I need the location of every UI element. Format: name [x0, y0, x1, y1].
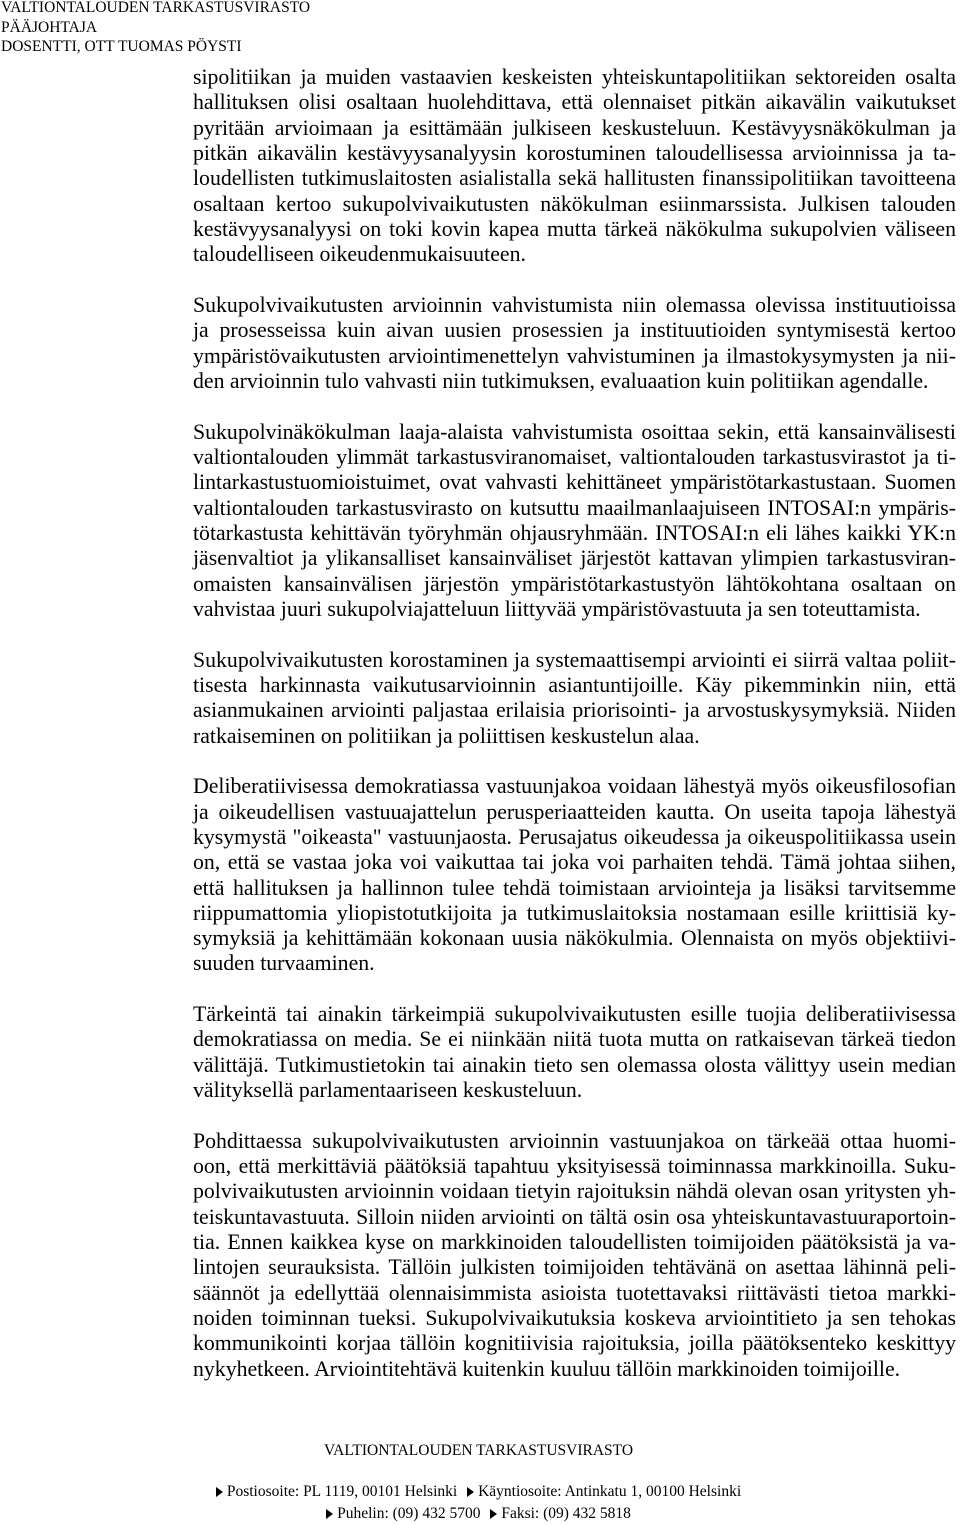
contact-item-text: Postiosoite: PL 1119, 00101 Helsinki: [226, 1483, 458, 1500]
text-line: [193, 192, 956, 217]
text-line: [193, 318, 956, 343]
arrow-right-icon: [326, 1509, 333, 1519]
text-line: [193, 1027, 956, 1052]
text-line-content: osaltaan kertoo sukupolvivaikutusten näkökulman esiinmarssista. Julkisen talouden: [193, 191, 956, 216]
text-line: [193, 951, 956, 976]
text-line: [193, 217, 956, 242]
text-line-content: välityksellä parlamentaariseen keskusteluun.: [193, 1078, 583, 1103]
text-line-content: valtiontalouden tarkastusvirasto on kutsuttu maailmanlaajuiseen INTOSAI:n ympäris-: [193, 495, 956, 520]
text-line-content: ja prosesseissa kuin aivan uusien prosessien ja instituutioiden syntymisestä kertoo: [193, 318, 956, 343]
text-line: [193, 876, 956, 901]
body-paragraph: [193, 1002, 956, 1103]
text-line: [193, 1053, 956, 1078]
text-line: [193, 724, 956, 749]
arrow-right-icon: [490, 1509, 497, 1519]
text-line: [193, 90, 956, 115]
text-line-content: kysymystä "oikeasta" vastuunjaosta. Perusajatus oikeudessa ja oikeuspolitiikassa usein: [193, 824, 956, 849]
text-line-content: polvivaikutusten arvioinnin voidaan tietyin rajoituksin nähdä olevan osan yritysten yh-: [193, 1179, 956, 1204]
body-paragraph: [193, 1129, 956, 1382]
text-line-content: asianmukainen arviointi paljastaa erilaisia priorisointi- ja arvostuskysymyksiä. Niiden: [193, 698, 956, 723]
text-line-content: Sukupolvivaikutusten korostaminen ja systemaattisempi arviointi ei siirrä valtaa poliit-: [193, 647, 956, 672]
text-line: [193, 774, 956, 799]
body-paragraph: [193, 420, 956, 623]
text-line: [193, 901, 956, 926]
text-line-content: tisesta harkinnasta vaikutusarvioinnin asiantuntijoille. Käy pikemminkin niin, että: [193, 672, 956, 697]
text-line: [193, 420, 956, 445]
text-line: [193, 850, 956, 875]
text-line-content: tötarkastusta kehittävän työryhmän ohjausryhmään. INTOSAI:n eli lähes kaikki YK:n: [193, 520, 956, 545]
text-line: [193, 1179, 956, 1204]
text-line: [193, 1281, 956, 1306]
arrow-right-icon: [216, 1487, 223, 1497]
text-line: [193, 1230, 956, 1255]
text-line-content: omaisten kansainvälisen järjestön ympäristötarkastustyön lähtökohtana osaltaan on: [193, 571, 956, 596]
body-paragraph: [193, 774, 956, 977]
text-line: [193, 572, 956, 597]
text-line-content: lintojen seurauksista. Tällöin julkisten toimijoiden tehtävänä on asettaa lähinnä peli-: [193, 1255, 956, 1280]
body-paragraph: [193, 293, 956, 394]
arrow-right-icon: [467, 1487, 474, 1497]
text-line-content: oon, että merkittäviä päätöksiä tapahtuu yksityisessä toiminnassa markkinoilla. Suku-: [193, 1154, 956, 1179]
text-line: [193, 445, 956, 470]
text-line-content: lintarkastustuomioistuimet, ovat vahvasti kehittäneet ympäristötarkastustaan. Suomen: [193, 470, 956, 495]
text-line: [193, 673, 956, 698]
text-line-content: ja oikeudellisen vastuuajattelun perusperiaatteiden kautta. On useita tapoja lähestyä: [193, 799, 956, 824]
text-line-content: taloudelliseen oikeudenmukaisuuteen.: [193, 242, 526, 267]
text-line: [193, 1306, 956, 1331]
text-line: [193, 1129, 956, 1154]
text-line-content: sipolitiikan ja muiden vastaavien keskeisten yhteiskuntapolitiikan sektoreiden osalta: [193, 65, 956, 89]
letterhead: [1, 0, 310, 57]
text-line: [193, 800, 956, 825]
text-line: [193, 293, 956, 318]
text-line: [193, 1331, 956, 1356]
text-line-content: ympäristövaikutusten arviointimenettelyn vahvistuminen ja ilmastokysymysten ja nii-: [193, 343, 956, 368]
text-line-content: ratkaiseminen on politiikan ja poliittisen keskustelun alaa.: [193, 723, 700, 748]
text-line: [193, 1255, 956, 1280]
position-title: PÄÄJOHTAJA: [1, 18, 98, 36]
text-line-content: pyritään arvioimaan ja esittämään julkiseen keskusteluun. Kestävyysnäkökulman ja: [193, 115, 956, 140]
text-line-content: jäsenvaltiot ja ylikansalliset kansainväliset järjestöt kattavan ylimpien tarkastusviran-: [193, 546, 956, 571]
org-name: VALTIONTALOUDEN TARKASTUSVIRASTO: [1, 0, 311, 16]
text-line-content: Deliberatiivisessa demokratiassa vastuunjakoa voidaan lähestyä myös oikeusfilosofian: [193, 774, 956, 799]
text-line: [193, 1154, 956, 1179]
text-line: [193, 698, 956, 723]
text-line-content: nykyhetkeen. Arviointitehtävä kuitenkin kuuluu tällöin markkinoiden toimijoille.: [193, 1356, 901, 1381]
footer-org-name: VALTIONTALOUDEN TARKASTUSVIRASTO: [323, 1442, 634, 1459]
text-line-content: kestävyysanalyysi on toki kovin kapea mutta tärkeä näkökulma sukupolvien väliseen: [193, 216, 956, 241]
contact-item-text: Käyntiosoite: Antinkatu 1, 00100 Helsinki: [478, 1483, 742, 1500]
text-line-content: Tärkeintä tai ainakin tärkeimpiä sukupolvivaikutusten esille tuojia deliberatiivisessa: [193, 1002, 956, 1027]
text-line: [193, 496, 956, 521]
visiting-address: [467, 1481, 741, 1503]
text-line: [193, 648, 956, 673]
text-line: [193, 470, 956, 495]
text-line-content: loudellisten tutkimuslaitosten asialistalla sekä hallitusten finanssipolitiikan tavoitteena: [193, 166, 956, 191]
text-line: [193, 546, 956, 571]
footer-contact-block: [0, 1481, 957, 1525]
text-line-content: riippumattomia yliopistotutkijoita ja tutkimuslaitoksia nostamaan esille kriittisiä ky-: [193, 900, 956, 925]
text-line: [193, 825, 956, 850]
text-line: [193, 521, 956, 546]
contact-line: [0, 1481, 957, 1503]
text-line: [193, 166, 956, 191]
text-line-content: hallituksen olisi osaltaan huolehdittava, että olennaiset pitkän aikavälin vaikutukset: [193, 90, 956, 115]
text-line-content: Sukupolvinäkökulman laaja-alaista vahvistumista osoittaa sekin, että kansainvälisesti: [193, 419, 956, 444]
text-line: [193, 1078, 956, 1103]
text-line-content: valtiontalouden ylimmät tarkastusviranomaiset, valtiontalouden tarkastusvirastot ja ti-: [193, 444, 956, 469]
text-line: [193, 597, 956, 622]
text-line: [193, 116, 956, 141]
text-line: [193, 1357, 956, 1382]
contact-item-text: Puhelin: (09) 432 5700: [337, 1505, 481, 1522]
document-body: [193, 65, 956, 1407]
text-line: [193, 369, 956, 394]
text-line: [193, 65, 956, 90]
text-line-content: että hallituksen ja hallinnon tulee tehdä toimistaan arviointeja ja lisäksi tarvitsemme: [193, 875, 956, 900]
author-name: DOSENTTI, OTT TUOMAS PÖYSTI: [1, 38, 242, 55]
text-line: [193, 242, 956, 267]
text-line-content: säännöt ja edellyttää olennaisimmista asioista tuotettavaksi riittävästi tietoa markki-: [193, 1280, 956, 1305]
text-line-content: vahvistaa juuri sukupolviajatteluun liittyvää ympäristövastuuta ja sen toteuttamista.: [193, 596, 921, 621]
text-line-content: suuden turvaaminen.: [193, 951, 375, 976]
text-line-content: demokratiassa on media. Se ei niinkään niitä tuota mutta on ratkaisevan tärkeä tiedon: [193, 1027, 956, 1052]
body-paragraph: [193, 648, 956, 749]
text-line: [193, 1002, 956, 1027]
text-line-content: tia. Ennen kaikkea kyse on markkinoiden taloudellisten toimijoiden päätöksistä ja va-: [193, 1230, 956, 1255]
text-line-content: on, että se vastaa joka voi vaikuttaa tai joka voi parhaiten tehdä. Tämä johtaa siihen,: [193, 850, 956, 875]
text-line-content: symyksiä ja kehittämään kokonaan uusia näkökulmia. Olennaista on myös objektiivi-: [193, 926, 956, 951]
text-line-content: den arvioinnin tulo vahvasti niin tutkimuksen, evaluaation kuin politiikan agendalle.: [193, 368, 929, 393]
text-line: [193, 344, 956, 369]
body-paragraph: [193, 65, 956, 268]
postal-address: [216, 1481, 457, 1503]
text-line: [193, 926, 956, 951]
text-line-content: noiden toiminnan tueksi. Sukupolvivaikutuksia koskeva arviointitieto ja sen tehokas: [193, 1306, 956, 1331]
contact-item-text: Faksi: (09) 432 5818: [501, 1505, 631, 1522]
text-line-content: kommunikointi korjaa tällöin kognitiivisia rajoituksia, joilla päätöksenteko keskittyy: [193, 1331, 956, 1356]
text-line-content: Pohdittaessa sukupolvivaikutusten arvioinnin vastuunjakoa on tärkeää ottaa huomi-: [193, 1128, 956, 1153]
text-line-content: teiskuntavastuuta. Silloin niiden arviointi on tältä osin osa yhteiskuntavastuuraportoin-: [193, 1204, 956, 1229]
text-line-content: Sukupolvivaikutusten arvioinnin vahvistumista niin olemassa olevissa instituutioissa: [193, 292, 956, 317]
text-line-content: välittäjä. Tutkimustietokin tai ainakin tieto sen olemassa olosta välittyy usein median: [193, 1052, 956, 1077]
text-line: [193, 1205, 956, 1230]
text-line: [193, 141, 956, 166]
text-line-content: pitkän aikavälin kestävyysanalyysin korostuminen taloudellisessa arvioinnissa ja ta-: [193, 140, 956, 165]
